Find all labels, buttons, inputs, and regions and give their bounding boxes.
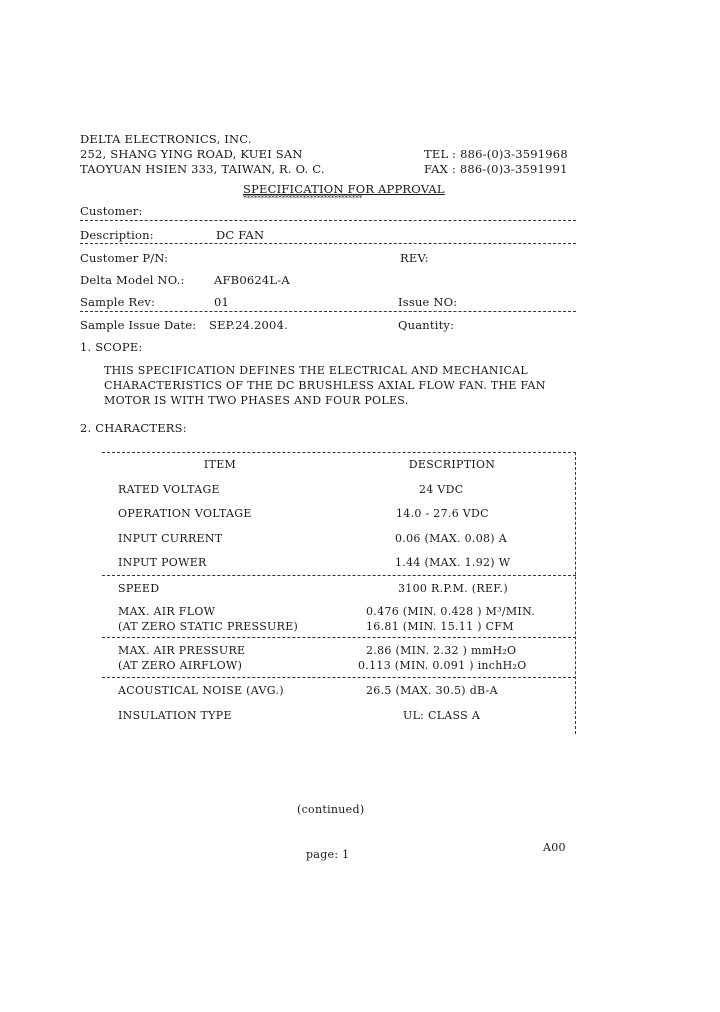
divider-sample (80, 311, 576, 312)
company-tel: TEL : 886-(0)3-3591968 (424, 147, 568, 161)
company-address-line-1: 252, SHANG YING ROAD, KUEI SAN (80, 147, 303, 161)
continued-note: (continued) (297, 803, 365, 816)
table-row-desc: 26.5 (MAX. 30.5) dB-A (366, 684, 498, 697)
table-row-item: (AT ZERO STATIC PRESSURE) (118, 620, 299, 633)
divider-customer (80, 220, 576, 221)
description-value: DC FAN (216, 228, 265, 242)
characters-heading: 2. CHARACTERS: (80, 421, 187, 435)
customer-pn-label: Customer P/N: (80, 251, 169, 265)
scope-line: THIS SPECIFICATION DEFINES THE ELECTRICAL AND MECHANICAL (104, 364, 529, 377)
scope-heading: 1. SCOPE: (80, 340, 143, 354)
quantity-label: Quantity: (398, 318, 455, 332)
sample-issue-date-value: SEP.24.2004. (209, 318, 288, 332)
table-row-desc: 0.06 (MAX. 0.08) A (395, 532, 507, 545)
description-label: Description: (80, 228, 154, 242)
table-row-item: OPERATION VOLTAGE (118, 507, 252, 520)
table-row-item: MAX. AIR PRESSURE (118, 644, 246, 657)
table-row-item: INSULATION TYPE (118, 709, 232, 722)
table-row-item: SPEED (118, 582, 160, 595)
table-right-border (575, 452, 576, 734)
company-address-line-2: TAOYUAN HSIEN 333, TAIWAN, R. O. C. (80, 162, 325, 176)
table-row-item: (AT ZERO AIRFLOW) (118, 659, 243, 672)
document-title: SPECIFICATION FOR APPROVAL (243, 182, 445, 196)
table-row-desc: 24 VDC (419, 483, 464, 496)
sample-rev-value: 01 (214, 295, 230, 309)
table-row-desc: UL: CLASS A (403, 709, 481, 722)
column-header-description: DESCRIPTION (408, 458, 496, 471)
sample-issue-date-label: Sample Issue Date: (80, 318, 197, 332)
table-row-item: ACOUSTICAL NOISE (AVG.) (118, 684, 284, 697)
issue-no-label: Issue NO: (398, 295, 458, 309)
title-underline-stars: ********************************** (243, 194, 362, 203)
table-top-border (102, 452, 576, 453)
divider-description (80, 243, 576, 244)
table-row-desc: 1.44 (MAX. 1.92) W (395, 556, 511, 569)
table-row-desc: 16.81 (MIN. 15.11 ) CFM (366, 620, 514, 633)
rev-label: REV: (400, 251, 429, 265)
table-row-item: MAX. AIR FLOW (118, 605, 216, 618)
table-divider (102, 677, 576, 678)
company-fax: FAX : 886-(0)3-3591991 (424, 162, 568, 176)
table-row-item: RATED VOLTAGE (118, 483, 220, 496)
model-value: AFB0624L-A (214, 273, 290, 287)
table-divider (102, 637, 576, 638)
scope-line: MOTOR IS WITH TWO PHASES AND FOUR POLES. (104, 394, 409, 407)
table-divider (102, 575, 576, 576)
column-header-item: ITEM (203, 458, 237, 471)
page-number: page: 1 (306, 848, 350, 861)
table-row-desc: 0.113 (MIN. 0.091 ) inchH₂O (358, 659, 527, 672)
table-row-item: INPUT POWER (118, 556, 207, 569)
sample-rev-label: Sample Rev: (80, 295, 156, 309)
company-name: DELTA ELECTRONICS, INC. (80, 132, 252, 146)
table-row-desc: 2.86 (MIN. 2.32 ) mmH₂O (366, 644, 517, 657)
table-row-desc: 14.0 - 27.6 VDC (396, 507, 489, 520)
table-row-desc: 0.476 (MIN. 0.428 ) M³/MIN. (366, 605, 536, 618)
customer-label: Customer: (80, 204, 143, 218)
model-label: Delta Model NO.: (80, 273, 185, 287)
table-row-desc: 3100 R.P.M. (REF.) (398, 582, 508, 595)
scope-line: CHARACTERISTICS OF THE DC BRUSHLESS AXIAL FLOW FAN. THE FAN (104, 379, 546, 392)
revision-code: A00 (543, 841, 566, 854)
table-row-item: INPUT CURRENT (118, 532, 223, 545)
